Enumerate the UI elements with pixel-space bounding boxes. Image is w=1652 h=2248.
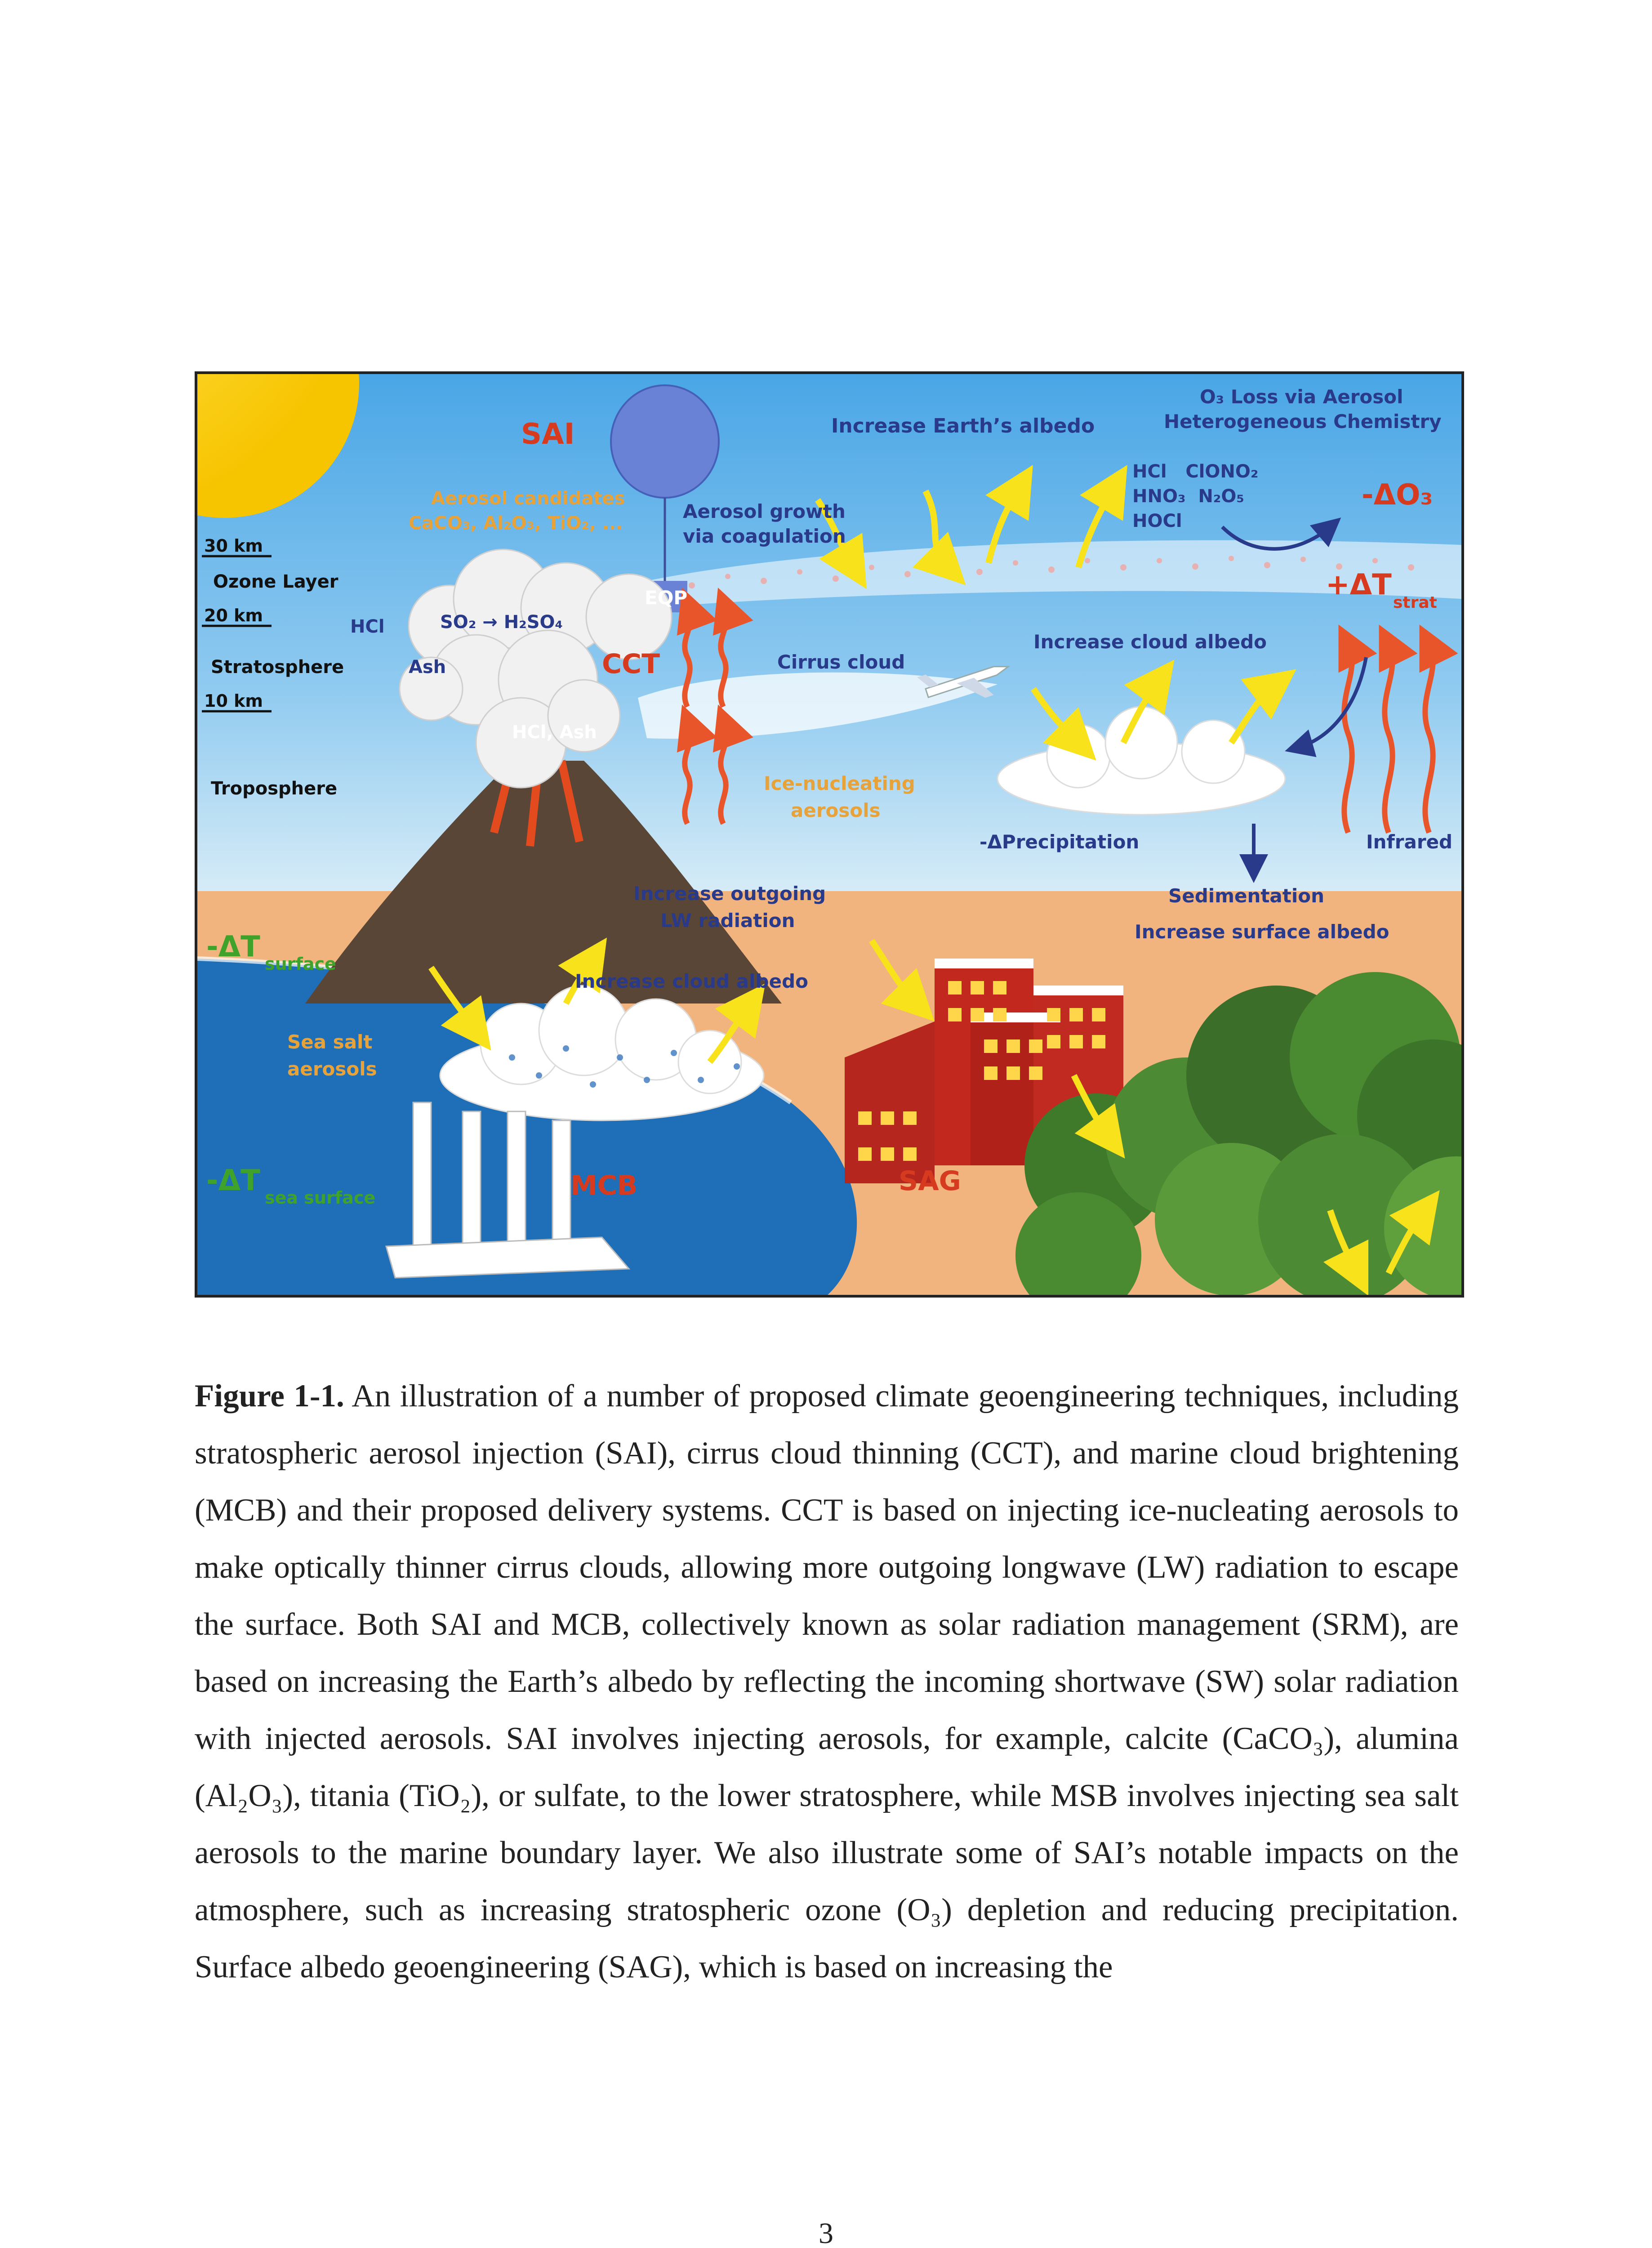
caption-figure-label: Figure 1-1. bbox=[195, 1378, 344, 1414]
label-dt-sea: -ΔT bbox=[206, 1164, 260, 1197]
label-dt-surface: -ΔT bbox=[206, 930, 260, 963]
label-chem-3: HOCl bbox=[1132, 511, 1182, 531]
label-outgoing-1: Increase outgoing bbox=[633, 883, 826, 905]
label-aerosol-growth-2: via coagulation bbox=[683, 525, 846, 547]
label-hcl: HCl bbox=[350, 616, 385, 637]
label-surface-albedo: Increase surface albedo bbox=[1135, 921, 1389, 943]
label-outgoing-2: LW radiation bbox=[660, 910, 795, 932]
label-hcl-ash: HCl, Ash bbox=[512, 722, 597, 743]
label-sea-salt-1: Sea salt bbox=[287, 1031, 373, 1053]
label-infrared: Infrared bbox=[1366, 831, 1453, 853]
label-ice-nucleating-1: Ice-nucleating bbox=[764, 772, 915, 794]
label-cirrus: Cirrus cloud bbox=[777, 651, 905, 673]
label-increase-albedo: Increase Earth’s albedo bbox=[831, 415, 1095, 437]
label-ice-nucleating-2: aerosols bbox=[791, 799, 881, 821]
label-increase-cloud-albedo-mid: Increase cloud albedo bbox=[575, 970, 809, 992]
label-10km: 10 km bbox=[204, 691, 263, 711]
label-troposphere: Troposphere bbox=[211, 778, 338, 799]
page-number: 3 bbox=[819, 2217, 833, 2248]
label-delta-t-strat-sub: strat bbox=[1393, 593, 1437, 612]
label-ozone-layer: Ozone Layer bbox=[213, 571, 338, 592]
label-so2: SO₂ → H₂SO₄ bbox=[440, 612, 563, 633]
label-30km: 30 km bbox=[204, 536, 263, 556]
label-precipitation: -ΔPrecipitation bbox=[980, 831, 1140, 853]
label-o3-loss-2: Heterogeneous Chemistry bbox=[1164, 410, 1442, 433]
label-increase-cloud-albedo-top: Increase cloud albedo bbox=[1033, 631, 1267, 653]
label-sea-salt-2: aerosols bbox=[287, 1058, 377, 1080]
label-sag: SAG bbox=[899, 1165, 961, 1197]
label-delta-o3: -ΔO₃ bbox=[1362, 478, 1433, 512]
label-eqp: EQP bbox=[645, 587, 688, 609]
label-dt-surface-sub: surface bbox=[265, 954, 336, 974]
label-aerosol-growth-1: Aerosol growth bbox=[683, 500, 846, 522]
balloon-icon bbox=[611, 385, 719, 498]
label-sedimentation: Sedimentation bbox=[1168, 885, 1324, 907]
label-mcb: MCB bbox=[570, 1170, 638, 1201]
label-ash: Ash bbox=[409, 657, 446, 678]
figure-illustration bbox=[195, 371, 1464, 1298]
label-o3-loss-1: O₃ Loss via Aerosol bbox=[1200, 386, 1403, 408]
label-chem-2: HNO₃ N₂O₅ bbox=[1132, 486, 1244, 507]
figure-caption bbox=[195, 1368, 1459, 1996]
label-aerosol-candidates-2: CaCO₃, Al₂O₃, TiO₂, ... bbox=[409, 513, 623, 534]
label-sai: SAI bbox=[521, 418, 575, 451]
label-delta-t-strat: +ΔT bbox=[1326, 568, 1392, 602]
label-dt-sea-sub: sea surface bbox=[265, 1188, 376, 1208]
label-cct: CCT bbox=[602, 648, 660, 680]
label-20km: 20 km bbox=[204, 606, 263, 625]
label-stratosphere: Stratosphere bbox=[211, 657, 344, 678]
label-chem-1: HCl ClONO₂ bbox=[1132, 461, 1259, 482]
label-aerosol-candidates-1: Aerosol candidates bbox=[431, 488, 625, 509]
caption-text: An illustration of a number of proposed climate geoengineering techniques, including stratospheric aerosol injection (SAI), cirrus cloud thinning (CCT), and marine cloud brightening (MCB) and their proposed delivery systems. CCT is based on injecting ice-nucleating aerosols to make optically thinner cirrus clouds, allowing more outgoing longwave (LW) radiation to escape the surface. Both SAI and MCB, collectively known as solar radiation management (SRM), are based on increasing the Earth’s albedo by reflecting the incoming shortwave (SW) solar radiation with injected aerosols. SAI involves injecting aerosols, for example, calcite (CaCO₃), alumina (Al₂O₃), titania (TiO₂), or sulfate, to the lower stratosphere, while MSB involves injecting sea salt aerosols to the marine boundary layer. We also illustrate some of SAI’s notable impacts on the atmosphere, such as increasing stratospheric ozone (O₃) depletion and reducing precipitation. Surface albedo geoengineering (SAG), which is based on increasing the bbox=[195, 1378, 1459, 1985]
